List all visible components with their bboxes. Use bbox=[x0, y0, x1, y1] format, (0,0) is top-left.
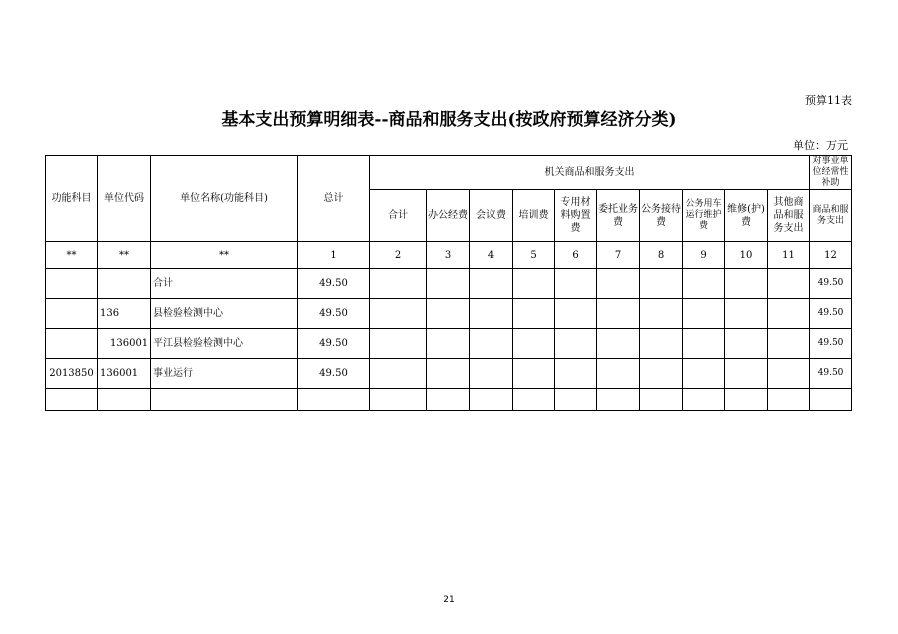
table-number-label: 预算11表 bbox=[805, 94, 852, 107]
unit-code-cell: 136001 bbox=[98, 329, 151, 359]
table-row bbox=[46, 299, 852, 329]
header-repair-expense: 维修(护)费 bbox=[725, 190, 768, 242]
empty-cell bbox=[151, 389, 298, 411]
header-unit-name: 单位名称(功能科目) bbox=[151, 156, 298, 242]
total-cell: 49.50 bbox=[298, 359, 370, 389]
unit-name-cell: 事业运行 bbox=[151, 359, 298, 389]
index-cell: 5 bbox=[513, 242, 555, 269]
empty-cell bbox=[768, 299, 810, 329]
subsidy-cell: 49.50 bbox=[810, 359, 852, 389]
empty-cell bbox=[810, 389, 852, 411]
unit-code-cell: 136001 bbox=[98, 359, 151, 389]
empty-cell bbox=[683, 389, 725, 411]
index-cell: 2 bbox=[370, 242, 427, 269]
empty-cell bbox=[597, 299, 640, 329]
subsidy-cell: 49.50 bbox=[810, 269, 852, 299]
empty-cell bbox=[768, 359, 810, 389]
unit-name-cell: 合计 bbox=[151, 269, 298, 299]
empty-cell bbox=[470, 329, 513, 359]
empty-cell bbox=[555, 359, 597, 389]
index-cell: 11 bbox=[768, 242, 810, 269]
empty-cell bbox=[513, 329, 555, 359]
empty-cell bbox=[555, 389, 597, 411]
empty-cell bbox=[725, 269, 768, 299]
table-row bbox=[46, 269, 852, 299]
header-func-subject: 功能科目 bbox=[46, 156, 98, 242]
empty-cell bbox=[555, 269, 597, 299]
index-row bbox=[46, 242, 852, 269]
unit-label: 单位：万元 bbox=[793, 139, 848, 152]
empty-cell bbox=[427, 359, 470, 389]
header-office-expense: 办公经费 bbox=[427, 190, 470, 242]
empty-cell bbox=[640, 269, 683, 299]
empty-cell bbox=[725, 329, 768, 359]
header-training-expense: 培训费 bbox=[513, 190, 555, 242]
table-row bbox=[46, 329, 852, 359]
empty-cell bbox=[683, 359, 725, 389]
empty-cell bbox=[470, 359, 513, 389]
empty-cell bbox=[370, 299, 427, 329]
index-cell: 12 bbox=[810, 242, 852, 269]
func-subject-cell bbox=[46, 269, 98, 299]
empty-cell bbox=[768, 269, 810, 299]
empty-cell bbox=[597, 329, 640, 359]
index-cell: ** bbox=[98, 242, 151, 269]
index-cell: 8 bbox=[640, 242, 683, 269]
header-sub-total: 合计 bbox=[370, 190, 427, 242]
empty-cell bbox=[470, 299, 513, 329]
empty-cell bbox=[683, 269, 725, 299]
empty-cell bbox=[370, 329, 427, 359]
index-cell: 6 bbox=[555, 242, 597, 269]
header-entrusted-business: 委托业务费 bbox=[597, 190, 640, 242]
empty-cell bbox=[725, 389, 768, 411]
func-subject-cell: 2013850 bbox=[46, 359, 98, 389]
unit-name-cell: 县检验检测中心 bbox=[151, 299, 298, 329]
empty-cell bbox=[597, 269, 640, 299]
total-cell: 49.50 bbox=[298, 299, 370, 329]
unit-name-cell: 平江县检验检测中心 bbox=[151, 329, 298, 359]
header-group-org-goods: 机关商品和服务支出 bbox=[370, 156, 810, 190]
header-meeting-expense: 会议费 bbox=[470, 190, 513, 242]
empty-cell bbox=[640, 329, 683, 359]
empty-cell bbox=[683, 329, 725, 359]
func-subject-cell bbox=[46, 299, 98, 329]
empty-cell bbox=[513, 359, 555, 389]
header-subsidy-goods: 商品和服务支出 bbox=[810, 190, 852, 242]
empty-cell bbox=[683, 299, 725, 329]
table-row bbox=[46, 359, 852, 389]
header-official-reception: 公务接待费 bbox=[640, 190, 683, 242]
empty-cell bbox=[427, 299, 470, 329]
empty-cell bbox=[427, 389, 470, 411]
empty-cell bbox=[597, 359, 640, 389]
empty-cell bbox=[597, 389, 640, 411]
index-cell: 7 bbox=[597, 242, 640, 269]
empty-cell bbox=[640, 359, 683, 389]
header-subsidy: 对事业单位经常性补助 bbox=[810, 156, 852, 190]
header-unit-code: 单位代码 bbox=[98, 156, 151, 242]
total-cell: 49.50 bbox=[298, 329, 370, 359]
empty-cell bbox=[427, 269, 470, 299]
empty-cell bbox=[725, 299, 768, 329]
index-cell: ** bbox=[46, 242, 98, 269]
header-total: 总计 bbox=[298, 156, 370, 242]
index-cell: 10 bbox=[725, 242, 768, 269]
index-cell: 1 bbox=[298, 242, 370, 269]
empty-cell bbox=[640, 299, 683, 329]
empty-cell bbox=[470, 269, 513, 299]
index-cell: 4 bbox=[470, 242, 513, 269]
header-other-goods: 其他商品和服务支出 bbox=[768, 190, 810, 242]
empty-cell bbox=[513, 269, 555, 299]
header-special-materials: 专用材料购置费 bbox=[555, 190, 597, 242]
index-cell: 9 bbox=[683, 242, 725, 269]
empty-cell bbox=[370, 269, 427, 299]
empty-cell bbox=[640, 389, 683, 411]
empty-cell bbox=[98, 389, 151, 411]
func-subject-cell bbox=[46, 329, 98, 359]
empty-cell bbox=[470, 389, 513, 411]
subsidy-cell: 49.50 bbox=[810, 299, 852, 329]
empty-cell bbox=[725, 359, 768, 389]
empty-cell bbox=[513, 299, 555, 329]
empty-cell bbox=[370, 359, 427, 389]
budget-table bbox=[45, 155, 852, 411]
empty-cell bbox=[768, 329, 810, 359]
header-vehicle-maintenance: 公务用车运行维护费 bbox=[683, 190, 725, 242]
total-cell: 49.50 bbox=[298, 269, 370, 299]
unit-code-cell: 136 bbox=[98, 299, 151, 329]
unit-code-cell bbox=[98, 269, 151, 299]
empty-cell bbox=[46, 389, 98, 411]
table-row bbox=[46, 389, 852, 411]
empty-cell bbox=[370, 389, 427, 411]
page-number: 21 bbox=[443, 595, 455, 605]
empty-cell bbox=[555, 329, 597, 359]
empty-cell bbox=[513, 389, 555, 411]
empty-cell bbox=[427, 329, 470, 359]
empty-cell bbox=[768, 389, 810, 411]
index-cell: 3 bbox=[427, 242, 470, 269]
index-cell: ** bbox=[151, 242, 298, 269]
empty-cell bbox=[555, 299, 597, 329]
empty-cell bbox=[298, 389, 370, 411]
subsidy-cell: 49.50 bbox=[810, 329, 852, 359]
page-title: 基本支出预算明细表--商品和服务支出(按政府预算经济分类) bbox=[221, 110, 677, 130]
